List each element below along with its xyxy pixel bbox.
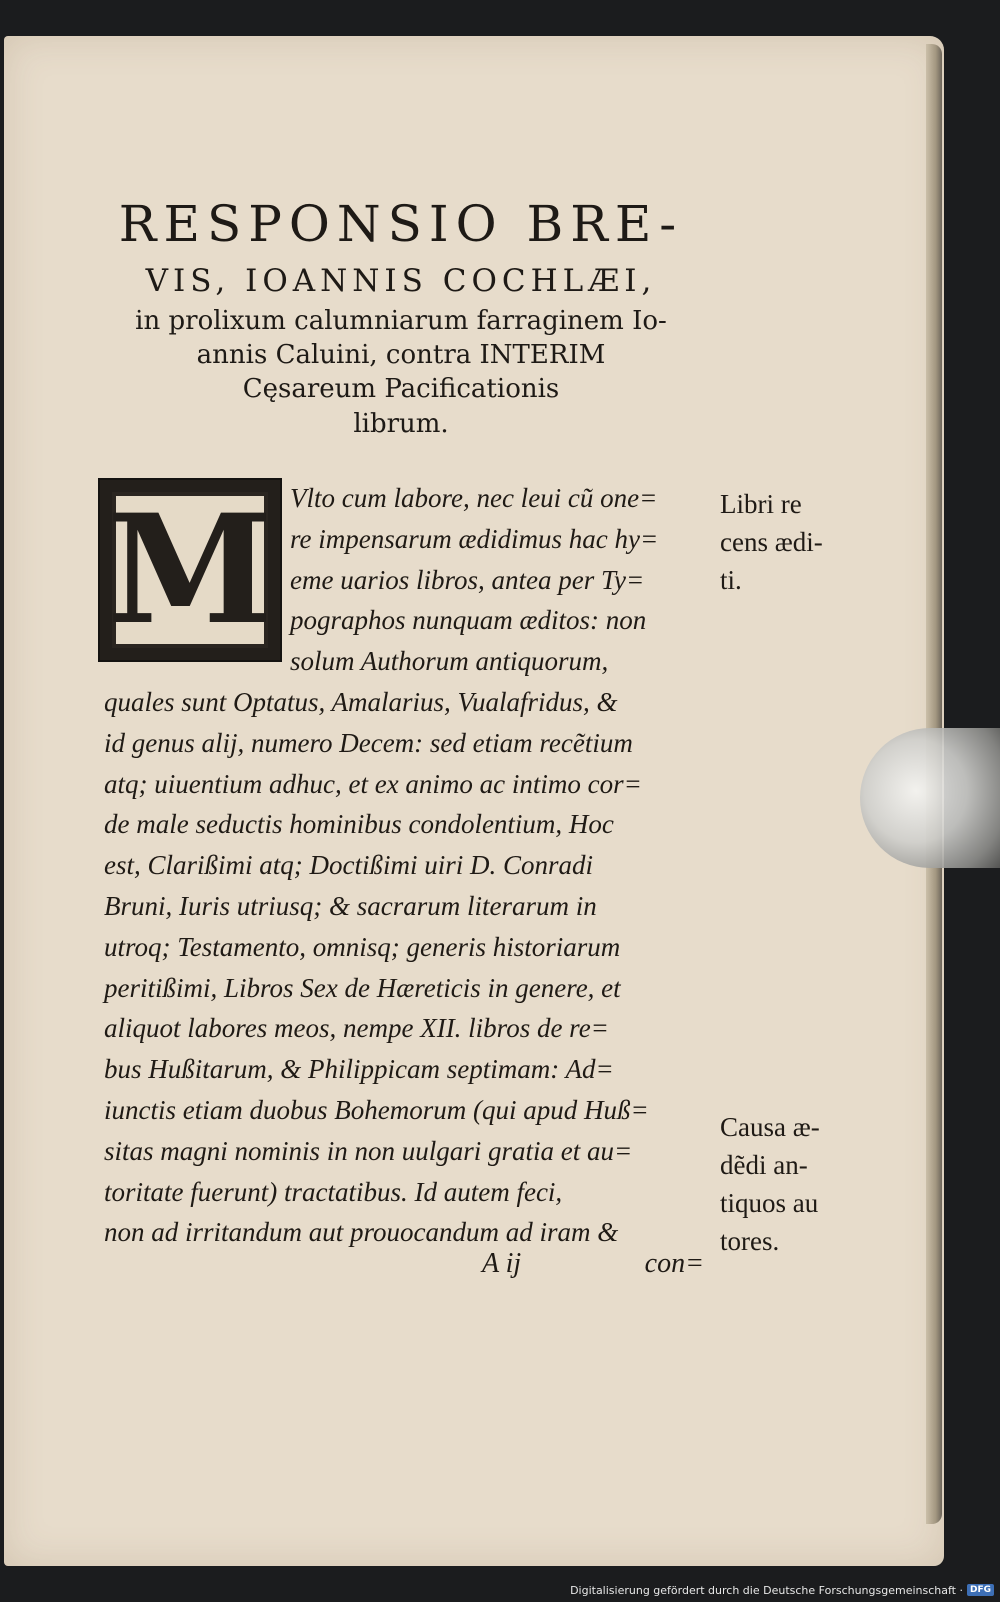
dfg-logo: DFG (967, 1584, 994, 1596)
margin-note-line: cens ædi- (720, 527, 823, 557)
text-line: re impensarum ædidimus hac hy= (290, 523, 659, 554)
page-tab-reflection (860, 728, 1000, 868)
digitization-credit (570, 1582, 994, 1598)
text-line: eme uarios libros, antea per Ty= (290, 564, 645, 595)
margin-note-line: tores. (720, 1226, 780, 1256)
text-line: de male seductis hominibus condolentium, Hoc (104, 809, 614, 840)
text-line: non ad irritandum aut prouocandum ad iram & (104, 1217, 619, 1248)
text-line: Vlto cum labore, nec leui cũ one= (290, 483, 658, 513)
title-line-6: librum. (353, 409, 449, 439)
text-line: atq; uiuentium adhuc, et ex animo ac intimo cor= (104, 768, 642, 799)
initial-letter: M (106, 482, 274, 658)
text-line: solum Authorum antiquorum, (290, 646, 609, 677)
margin-note-2 (720, 1108, 870, 1260)
credit-text: Digitalisierung gefördert durch die Deutsche Forschungsgemeinschaft · (570, 1583, 963, 1597)
text-line: est, Clarißimi atq; Doctißimi uiri D. Conradi (104, 850, 594, 881)
page-footer (104, 1248, 704, 1288)
text-line: Bruni, Iuris utriusq; & sacrarum literarum in (104, 890, 597, 921)
title-line-2: VIS, IOANNIS COCHLÆI, (145, 263, 657, 299)
text-line: toritate fuerunt) tractatibus. Id autem feci, (104, 1176, 563, 1207)
margin-note-line: ti. (720, 565, 742, 595)
title-line-4: annis Caluini, contra INTERIM (196, 340, 606, 370)
title-block (96, 190, 706, 442)
text-line: quales sunt Optatus, Amalarius, Vualafridus, & (104, 686, 618, 717)
title-line-1: RESPONSIO BRE- (118, 195, 684, 253)
title-line-5: Cęsareum Pacificationis (242, 374, 560, 404)
text-line: bus Hußitarum, & Philippicam septimam: Ad= (104, 1054, 614, 1085)
main-text (104, 478, 704, 1253)
margin-note-1 (720, 485, 870, 599)
text-line: peritißimi, Libros Sex de Hæreticis in genere, et (104, 972, 621, 1003)
margin-note-line: Causa æ- (720, 1112, 820, 1142)
title-line-3: in prolixum calumniarum farraginem Io- (135, 306, 667, 336)
margin-note-line: dẽdi an- (720, 1150, 808, 1180)
catchword: con= (644, 1248, 704, 1279)
margin-note-line: tiquos au (720, 1188, 819, 1218)
signature-mark: A ij (482, 1248, 522, 1279)
text-line: sitas magni nominis in non uulgari gratia et au= (104, 1135, 633, 1166)
text-line: iunctis etiam duobus Bohemorum (qui apud Huß= (104, 1094, 649, 1125)
text-line: id genus alij, numero Decem: sed etiam recẽtium (104, 727, 633, 758)
text-line: aliquot labores meos, nempe XII. libros de re= (104, 1013, 609, 1044)
text-line: pographos nunquam æditos: non (290, 605, 647, 636)
text-line: utroq; Testamento, omnisq; generis historiarum (104, 931, 621, 962)
margin-note-line: Libri re (720, 489, 802, 519)
